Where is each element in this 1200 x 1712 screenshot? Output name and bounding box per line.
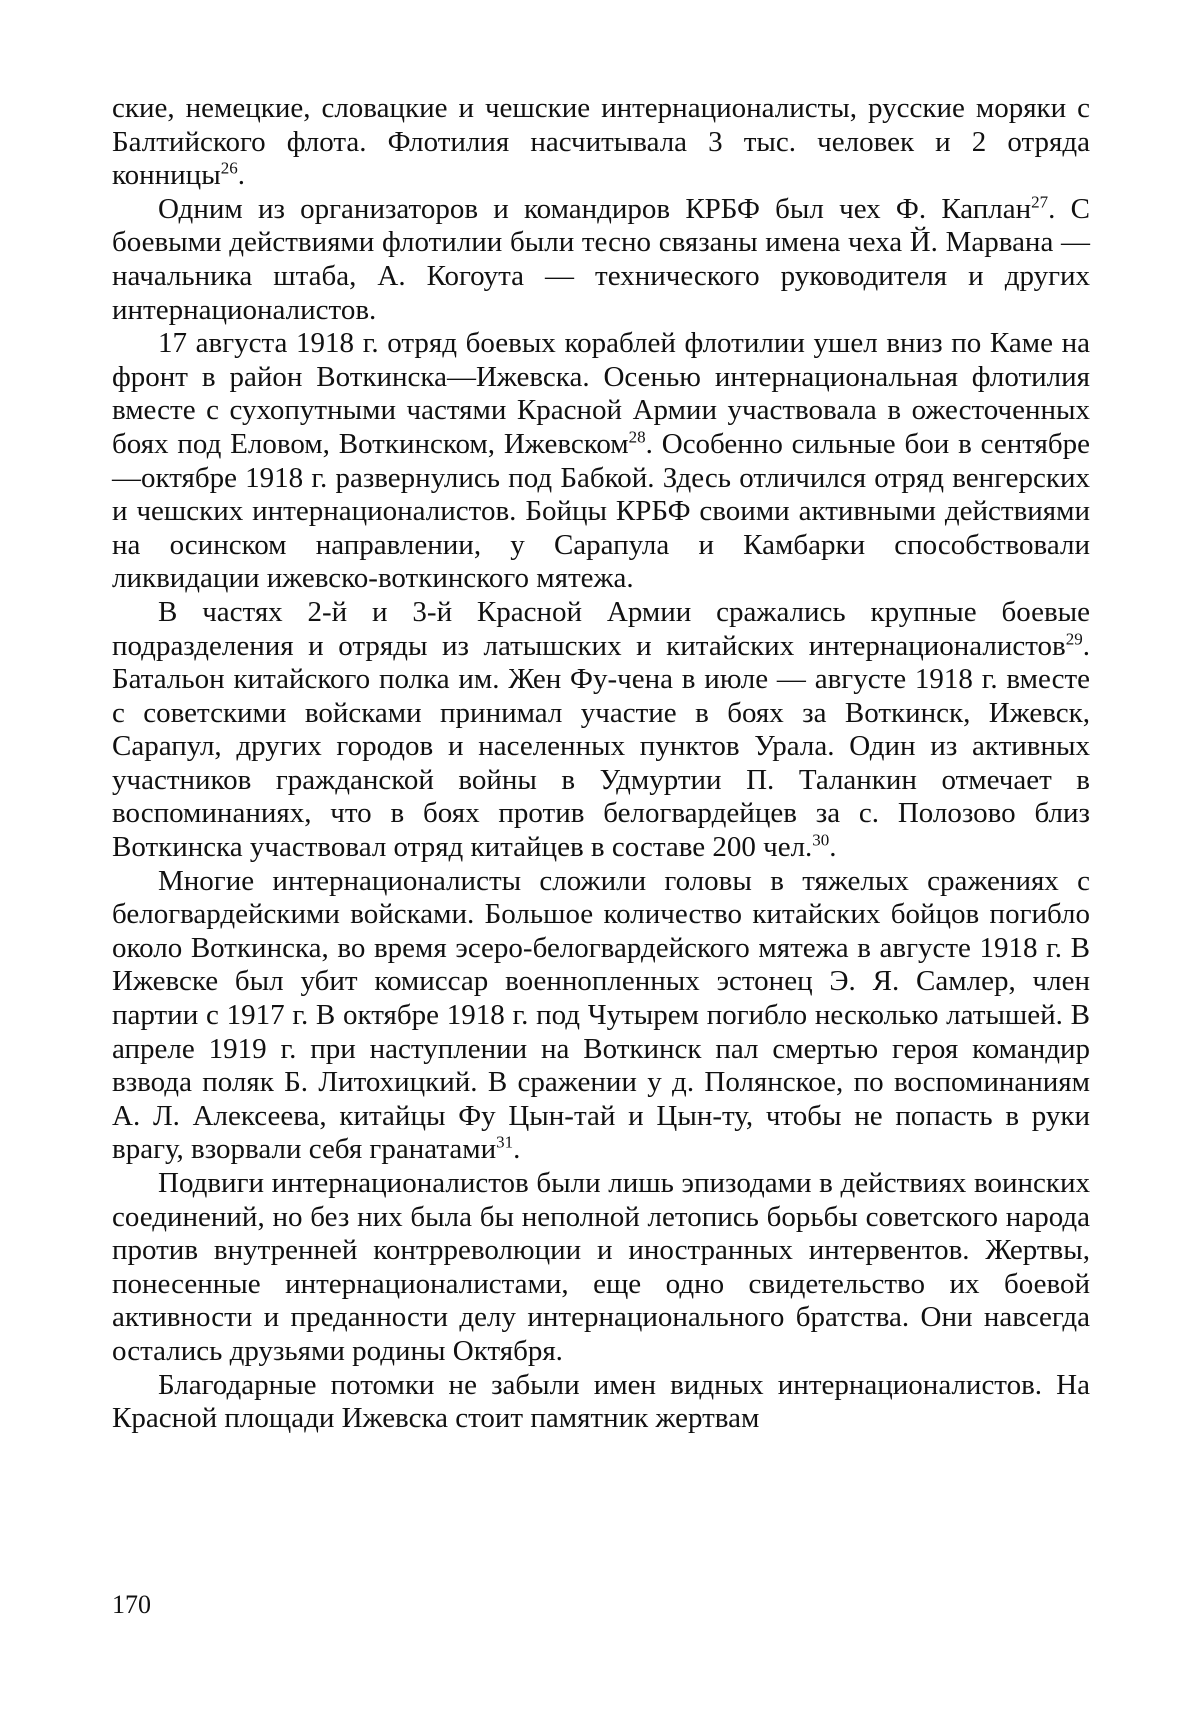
text-run: .	[237, 159, 245, 192]
paragraph	[112, 596, 1090, 865]
text-run: Многие интернационалисты сложили головы в тяжелых сражениях с белогвардейскими войсками. Большое количество китайских бойцов погибло около Воткинска, во время эсеро-белогвардейского мятежа в августе 1918 г. В Ижевске был убит комиссар военнопленных эстонец Э. Я. Самлер, член партии с 1917 г. В октябре 1918 г. под Чутырем погибло несколько латышей. В апреле 1919 г. при наступлении на Воткинск пал смертью героя командир взвода поляк Б. Литохицкий. В сражении у д. Полянское, по воспоминаниям А. Л. Алексеева, китайцы Фу Цын-тай и Цын-ту, чтобы не попасть в руки врагу, взорвали себя гранатами	[112, 864, 1090, 1166]
paragraph	[112, 1167, 1090, 1369]
paragraph	[112, 327, 1090, 596]
footnote-reference: 26	[220, 158, 238, 178]
text-run: Подвиги интернационалистов были лишь эпизодами в действиях воинских соединений, но без них была бы неполной летопись борьбы советского народа против внутренней контрреволюции и иностранных интервентов. Жертвы, понесенные интернационалистами, еще одно свидетельство их боевой активности и преданности делу интернационального братства. Они навсегда остались друзьями родины Октября.	[112, 1167, 1090, 1367]
text-run: Благодарные потомки не забыли имен видных интернационалистов. На Красной площади Ижевска стоит памятник жертвам	[112, 1368, 1090, 1435]
footnote-reference: 28	[628, 427, 646, 447]
text-run: В частях 2-й и 3-й Красной Армии сражались крупные боевые подразделения и отряды из латышских и китайских интернационалистов	[112, 595, 1090, 662]
paragraph	[112, 193, 1090, 327]
text-run: ские, немецкие, словацкие и чешские интернационалисты, русские моряки с Балтийского флота. Флотилия насчитывала 3 тыс. человек и 2 отряда конницы	[112, 92, 1090, 192]
paragraph	[112, 865, 1090, 1167]
footnote-reference: 31	[496, 1132, 514, 1152]
footnote-reference: 29	[1065, 628, 1083, 648]
text-run: . Батальон китайского полка им. Жен Фу-чена в июле — августе 1918 г. вместе с советскими войсками принимал участие в боях за Воткинск, Ижевск, Сарапул, других городов и населенных пунктов Урала. Один из активных участников гражданской войны в Удмуртии П. Таланкин отмечает в воспоминаниях, что в боях против белогвардейцев за с. Полозово близ Воткинска участвовал отряд китайцев в составе 200 чел.	[112, 629, 1090, 864]
text-run: . Особенно сильные бои в сентябре—октябре 1918 г. развернулись под Бабкой. Здесь отличился отряд венгерских и чешских интернационалистов. Бойцы КРБФ своими активными действиями на осинском направлении, у Сарапула и Камбарки способствовали ликвидации ижевско-воткинского мятежа.	[112, 427, 1091, 595]
text-run: 17 августа 1918 г. отряд боевых кораблей флотилии ушел вниз по Каме на фронт в район Воткинска—Ижевска. Осенью интернациональная флотилия вместе с сухопутными частями Красной Армии участвовала в ожесточенных боях под Еловом, Воткинском, Ижевском	[112, 327, 1090, 460]
paragraph	[112, 92, 1090, 193]
text-run: .	[829, 831, 837, 864]
body-text	[112, 92, 1090, 1436]
paragraph	[112, 1369, 1090, 1436]
text-run: .	[513, 1133, 521, 1166]
page-number: 170	[112, 1590, 151, 1619]
text-run: Одним из организаторов и командиров КРБФ был чех Ф. Каплан	[158, 192, 1032, 225]
footnote-reference: 27	[1031, 192, 1049, 212]
footnote-reference: 30	[812, 830, 830, 850]
text-run: . С боевыми действиями флотилии были тесно связаны имена чеха Й. Марвана — начальника штаба, А. Когоута — технического руководителя и других интернационалистов.	[112, 192, 1090, 326]
